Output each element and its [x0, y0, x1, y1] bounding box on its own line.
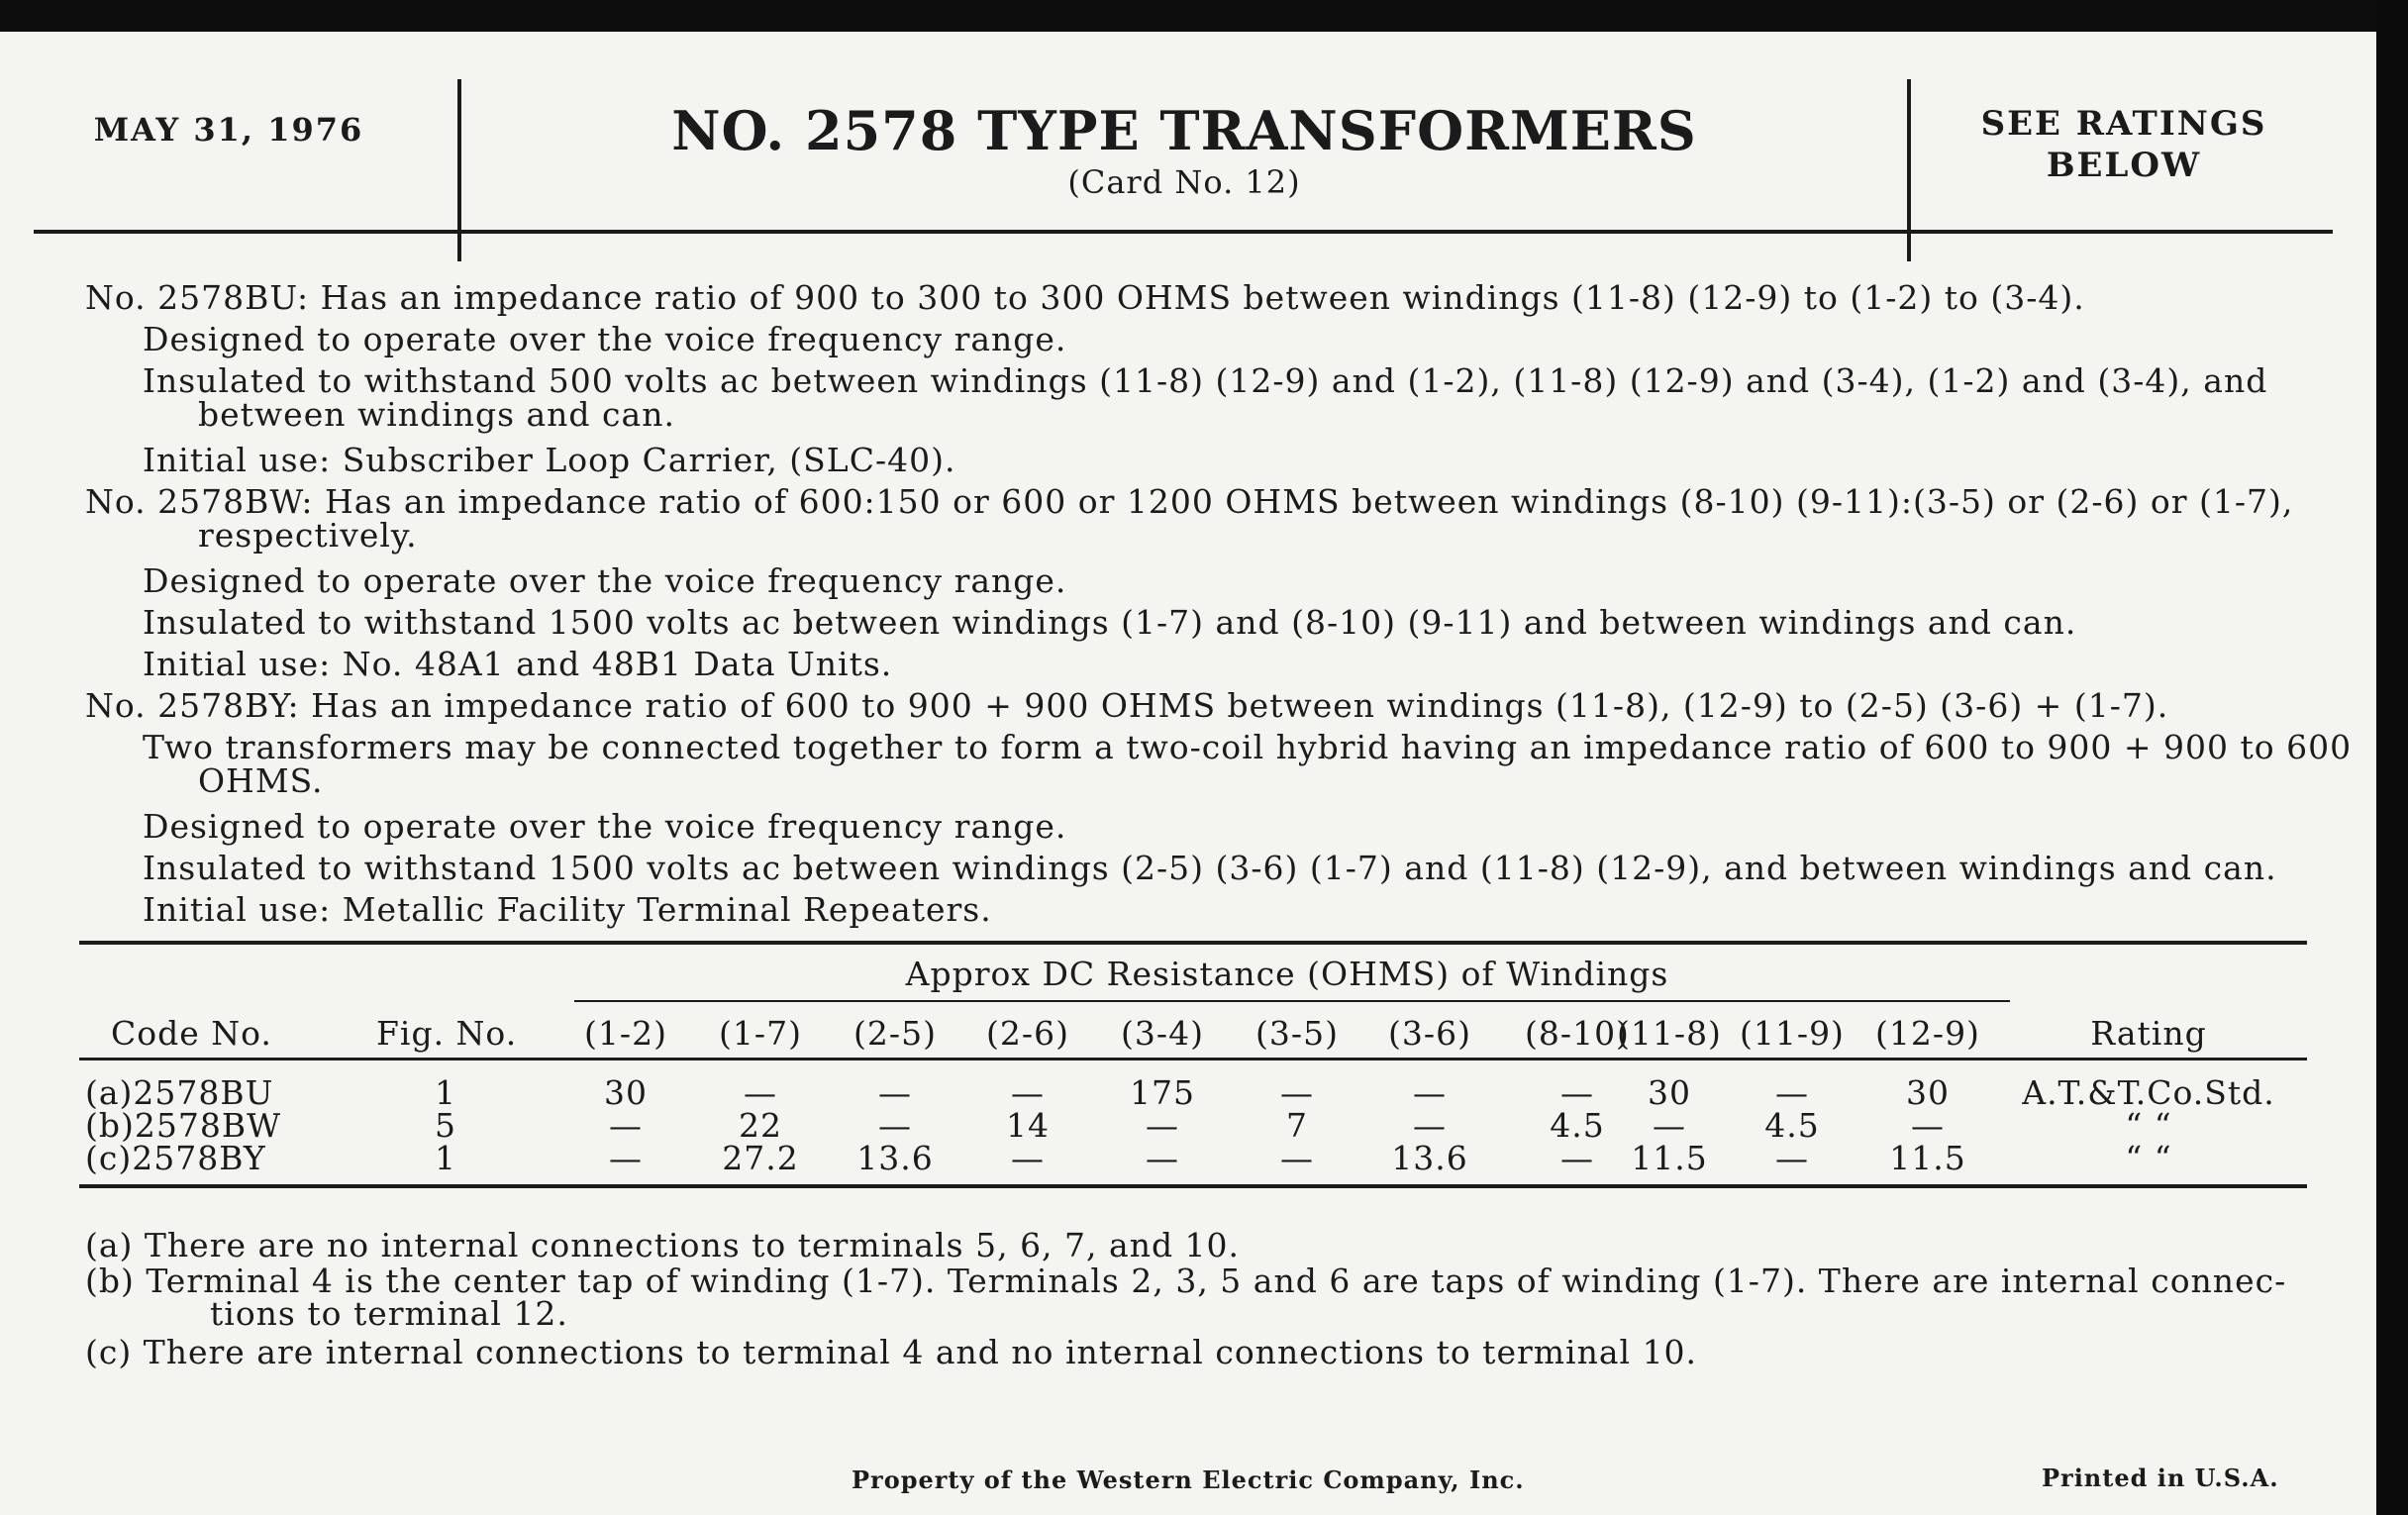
table-column-header: (2-6) [986, 1014, 1069, 1053]
table-cell: 4.5 [1764, 1106, 1820, 1145]
description-line: between windings and can. [198, 395, 675, 434]
table-cell: — [1653, 1106, 1686, 1145]
description-line: Initial use: Subscriber Loop Carrier, (SLC-40). [143, 441, 956, 479]
table-cell: — [1560, 1139, 1594, 1177]
table-cell: 30 [1648, 1073, 1691, 1112]
table-cell: 27.2 [722, 1139, 799, 1177]
description-line: No. 2578BU: Has an impedance ratio of 900 to 300 to 300 OHMS between windings (11-8) (12-9) to (1-2) to (3-4). [85, 278, 2085, 317]
table-cell: — [609, 1106, 643, 1145]
table-column-header: (11-9) [1740, 1014, 1845, 1053]
table-column-header: Code No. [111, 1014, 272, 1053]
table-cell: 1 [435, 1073, 456, 1112]
table-row-code: (b)2578BW [85, 1106, 282, 1145]
table-cell: 13.6 [1391, 1139, 1468, 1177]
table-cell: 5 [435, 1106, 456, 1145]
property-notice: Property of the Western Electric Company, Inc. [852, 1465, 1525, 1494]
description-line: Two transformers may be connected together to form a two-coil hybrid having an impedance ratio of 600 to 900 + 900 to 600 [143, 728, 2353, 766]
group-header-rule [574, 1000, 2010, 1002]
description-line: Initial use: No. 48A1 and 48B1 Data Units. [143, 645, 893, 683]
table-note: (c) There are internal connections to terminal 4 and no internal connections to terminal 10. [85, 1333, 1698, 1371]
table-cell: 30 [1906, 1073, 1950, 1112]
table-cell: — [744, 1073, 777, 1112]
table-cell: — [1280, 1073, 1314, 1112]
table-cell: — [1775, 1139, 1809, 1177]
table-cell: — [609, 1139, 643, 1177]
table-top-rule [79, 941, 2307, 945]
description-line: Designed to operate over the voice frequency range. [143, 561, 1067, 600]
table-cell: — [1911, 1106, 1945, 1145]
table-cell: — [878, 1073, 912, 1112]
table-column-header: (3-6) [1388, 1014, 1471, 1053]
table-column-header: (3-5) [1255, 1014, 1339, 1053]
description-line: Designed to operate over the voice frequency range. [143, 320, 1067, 358]
table-cell: — [1775, 1073, 1809, 1112]
table-header-rule [79, 1058, 2307, 1060]
table-column-header: Rating [2090, 1014, 2207, 1053]
table-cell: 1 [435, 1139, 456, 1177]
table-cell: — [1560, 1073, 1594, 1112]
description-line: Designed to operate over the voice frequency range. [143, 807, 1067, 846]
table-cell: 11.5 [1889, 1139, 1966, 1177]
printed-notice: Printed in U.S.A. [2042, 1464, 2279, 1492]
catalog-card [0, 32, 2376, 1515]
description-line: respectively. [198, 516, 418, 555]
table-column-header: (2-5) [853, 1014, 937, 1053]
rating-note-line-2: BELOW [2046, 146, 2202, 185]
card-title: NO. 2578 TYPE TRANSFORMERS [671, 99, 1697, 162]
scan-edge [2376, 0, 2408, 1515]
header-rule [34, 230, 2333, 234]
description-line: Insulated to withstand 1500 volts ac between windings (1-7) and (8-10) (9-11) and between windings and can. [143, 603, 2077, 642]
table-row-code: (c)2578BY [85, 1139, 266, 1177]
rating-note [1911, 103, 2337, 186]
table-cell: 11.5 [1631, 1139, 1708, 1177]
description-line: Initial use: Metallic Facility Terminal Repeaters. [143, 890, 992, 929]
table-cell: — [1146, 1139, 1179, 1177]
table-cell: — [1146, 1106, 1179, 1145]
table-cell: 30 [604, 1073, 648, 1112]
table-group-header: Approx DC Resistance (OHMS) of Windings [905, 955, 1669, 993]
table-cell: 175 [1130, 1073, 1195, 1112]
table-cell: — [1413, 1106, 1447, 1145]
table-cell: A.T.&T.Co.Std. [2022, 1073, 2275, 1112]
table-cell: — [1011, 1073, 1045, 1112]
table-note: (a) There are no internal connections to terminals 5, 6, 7, and 10. [85, 1226, 1241, 1264]
table-cell: — [1011, 1139, 1045, 1177]
description-line: Insulated to withstand 1500 volts ac between windings (2-5) (3-6) (1-7) and (11-8) (12-9), and between windings and can. [143, 849, 2277, 887]
table-cell: “ “ [2125, 1139, 2172, 1177]
table-column-header: (8-10) [1525, 1014, 1630, 1053]
table-notes [85, 1228, 2303, 1370]
description-line: No. 2578BW: Has an impedance ratio of 600:150 or 600 or 1200 OHMS between windings (8-10) (9-11):(3-5) or (2-6) or (1-7), [85, 482, 2294, 521]
table-column-header: (1-7) [719, 1014, 802, 1053]
table-row-code: (a)2578BU [85, 1073, 274, 1112]
table-column-header: (11-8) [1617, 1014, 1722, 1053]
card-date: MAY 31, 1976 [93, 111, 364, 149]
table-column-header: (3-4) [1121, 1014, 1204, 1053]
table-bottom-rule [79, 1184, 2307, 1188]
table-cell: 7 [1286, 1106, 1308, 1145]
description-line: Insulated to withstand 500 volts ac between windings (11-8) (12-9) and (1-2), (11-8) (12-9) and (3-4), (1-2) and (3-4), and [143, 361, 2268, 400]
table-cell: “ “ [2125, 1106, 2172, 1145]
card-number: (Card No. 12) [1067, 163, 1301, 201]
table-cell: 4.5 [1550, 1106, 1605, 1145]
table-column-header: (1-2) [584, 1014, 667, 1053]
table-cell: 22 [739, 1106, 782, 1145]
rating-note-line-1: SEE RATINGS [1980, 104, 2267, 144]
description-line: No. 2578BY: Has an impedance ratio of 600 to 900 + 900 OHMS between windings (11-8), (12-9) to (2-5) (3-6) + (1-7). [85, 686, 2169, 725]
table-cell: 13.6 [856, 1139, 934, 1177]
description-line: OHMS. [198, 761, 324, 800]
table-note: (b) Terminal 4 is the center tap of winding (1-7). Terminals 2, 3, 5 and 6 are taps of winding (1-7). There are internal connec- [85, 1262, 2287, 1300]
table-note: tions to terminal 12. [210, 1294, 568, 1333]
table-column-header: Fig. No. [376, 1014, 518, 1053]
table-cell: — [1413, 1073, 1447, 1112]
table-cell: — [1280, 1139, 1314, 1177]
table-cell: — [878, 1106, 912, 1145]
table-cell: 14 [1006, 1106, 1050, 1145]
table-column-header: (12-9) [1875, 1014, 1980, 1053]
description-text [85, 277, 2353, 931]
